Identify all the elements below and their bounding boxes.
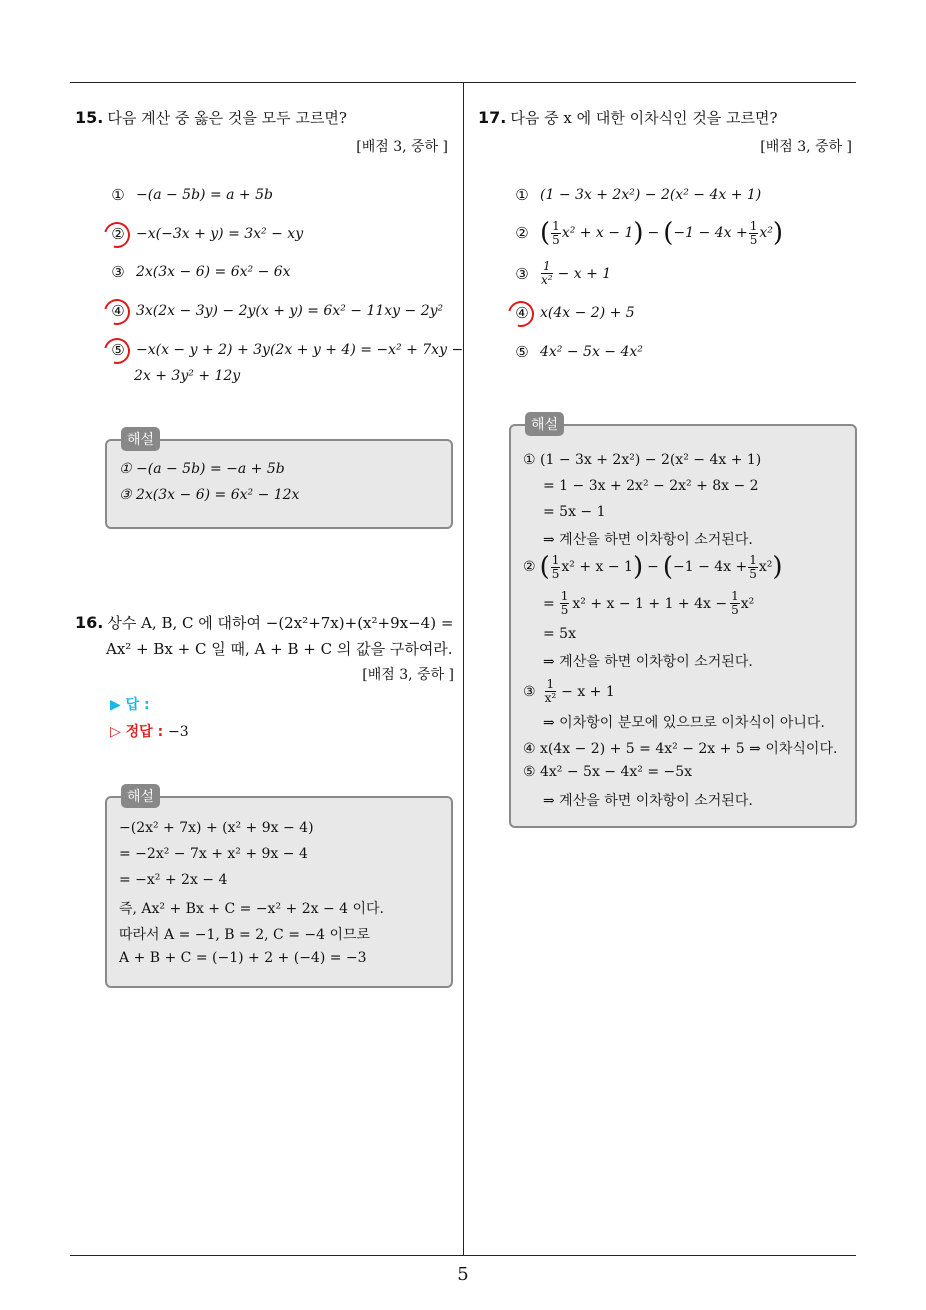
expr-part: x² + x − 1 [561, 559, 633, 575]
fraction [560, 590, 570, 617]
fraction-denominator: x² [544, 691, 557, 705]
q17-meta: [배점 3, 중하 ] [760, 139, 852, 155]
q16-correct-answer [110, 721, 189, 741]
q15-option-2[interactable] [108, 225, 303, 243]
q15-option-5-number: ⑤ [111, 341, 125, 359]
q16-meta: [배점 3, 중하 ] [362, 667, 454, 683]
q17-option-5[interactable] [512, 343, 643, 361]
expr-part: x² [740, 595, 755, 612]
circled-number: ③ [523, 683, 536, 700]
q17-explanation-line: ⇒ 계산을 하면 이차항이 소거된다. [543, 532, 753, 548]
q15-option-2-text: −x(−3x + y) = 3x² − xy [136, 226, 304, 242]
paren-open: ( [662, 552, 673, 582]
q17-explanation-line: ④ x(4x − 2) + 5 = 4x² − 2x + 5 ⇒ 이차식이다. [523, 741, 838, 757]
fraction [551, 220, 561, 247]
q17-option-2-part-c: −1 − 4x + [673, 225, 748, 241]
fraction-numerator: 1 [546, 677, 555, 691]
fraction-denominator: 5 [731, 603, 739, 617]
q17-explanation-line: ① (1 − 3x + 2x²) − 2(x² − 4x + 1) [523, 452, 762, 468]
paren-close: ) [772, 552, 783, 582]
q17-option-4-number: ④ [515, 304, 529, 322]
q16-explanation-line: = −x² + 2x − 4 [119, 872, 228, 888]
q17-option-3-text: − x + 1 [557, 265, 612, 282]
fraction-denominator: 5 [749, 566, 757, 581]
expr-part: = [543, 595, 555, 612]
expr-part: − [647, 559, 659, 575]
q17-option-1[interactable] [512, 186, 761, 204]
paren-close: ) [772, 218, 783, 248]
q17-explanation-line [523, 678, 615, 705]
expr-part: x² [758, 559, 773, 575]
q17-option-4-number-wrap [512, 304, 532, 322]
q17-option-3-number: ③ [515, 264, 529, 283]
fraction-denominator: 5 [552, 232, 560, 247]
q17-explanation-line: ⇒ 이차항이 분모에 있으므로 이차식이 아니다. [543, 715, 825, 731]
column-divider [463, 82, 464, 1256]
q15-option-3-text: 2x(3x − 6) = 6x² − 6x [136, 264, 291, 280]
fraction-denominator: x² [541, 273, 553, 287]
q17-number: 17. [478, 108, 507, 127]
q16-number: 16. [75, 613, 104, 632]
q15-option-1-number: ① [111, 186, 125, 204]
q17-option-1-number: ① [515, 186, 529, 204]
fraction [541, 260, 553, 287]
answer-mark-circle [99, 333, 135, 369]
q16-explanation-box [105, 789, 453, 988]
q17-explanation-box [509, 417, 857, 828]
q15-title [75, 107, 347, 129]
paren-close: ) [632, 552, 644, 582]
fraction [730, 590, 740, 617]
fraction-numerator: 1 [560, 589, 569, 603]
q17-option-5-text: 4x² − 5x − 4x² [540, 344, 643, 360]
q15-text: 다음 계산 중 옳은 것을 모두 고르면? [107, 109, 347, 127]
fraction-numerator: 1 [749, 552, 757, 567]
q15-option-4-number-wrap [108, 302, 128, 320]
fraction-numerator: 1 [551, 552, 560, 567]
q15-explanation-line: ③ 2x(3x − 6) = 6x² − 12x [119, 487, 300, 503]
q17-option-4-text: x(4x − 2) + 5 [540, 305, 635, 321]
explanation-tag: 해설 [121, 784, 160, 808]
bottom-rule [70, 1255, 856, 1256]
q17-option-4[interactable] [512, 304, 635, 322]
fraction [749, 220, 759, 247]
fraction [545, 678, 557, 705]
q15-option-2-number: ② [111, 225, 125, 243]
q17-option-2[interactable] [512, 218, 783, 248]
q16-line2: Ax² + Bx + C 일 때, A + B + C 의 값을 구하여라. [106, 640, 453, 658]
q15-explanation-line: ① −(a − 5b) = −a + 5b [119, 461, 285, 477]
fraction-numerator: 1 [731, 589, 739, 603]
q17-option-2-number: ② [515, 224, 529, 242]
q15-option-1-text: −(a − 5b) = a + 5b [136, 187, 273, 203]
q17-option-1-text: (1 − 3x + 2x²) − 2(x² − 4x + 1) [540, 187, 762, 203]
explanation-tag: 해설 [525, 412, 564, 436]
q17-text: 다음 중 x 에 대한 이차식인 것을 고르면? [510, 109, 778, 127]
q15-option-5-text: −x(x − y + 2) + 3y(2x + y + 4) = −x² + 7xy − [136, 342, 464, 358]
q15-option-5-text2: 2x + 3y² + 12y [134, 368, 241, 384]
q15-option-3[interactable] [108, 263, 291, 281]
q17-option-2-part-a: x² + x − 1 [561, 225, 634, 241]
fraction-denominator: 5 [560, 603, 569, 617]
q16-explanation-line: = −2x² − 7x + x² + 9x − 4 [119, 846, 308, 862]
q15-explanation-box [105, 432, 453, 529]
q15-option-4-text: 3x(2x − 3y) − 2y(x + y) = 6x² − 11xy − 2y² [136, 303, 444, 319]
q15-option-3-number: ③ [111, 263, 125, 281]
paren-close: ) [633, 218, 644, 248]
q17-explanation-line: ⇒ 계산을 하면 이차항이 소거된다. [543, 654, 753, 670]
paren-open: ( [663, 218, 674, 248]
answer-mark-circle [99, 217, 135, 253]
q17-option-2-part-b: − [647, 225, 660, 241]
q17-explanation-line: ⇒ 계산을 하면 이차항이 소거된다. [543, 793, 753, 809]
q15-option-5-continued [134, 368, 240, 384]
q17-option-3[interactable] [512, 260, 611, 287]
q15-option-4[interactable] [108, 302, 443, 320]
q16-answer-field[interactable]: ▶ 답 : [110, 697, 150, 713]
q16-correct-label: ▷ 정답 : [110, 724, 164, 740]
expr-part: − x + 1 [561, 683, 615, 700]
fraction [551, 554, 561, 581]
q17-title [478, 107, 778, 129]
q16-line1: 상수 A, B, C 에 대하여 −(2x²+7x)+(x²+9x−4) = [107, 614, 454, 632]
q17-explanation-line: = 5x [543, 626, 576, 642]
answer-mark-circle [503, 296, 539, 332]
q17-option-2-part-d: x² [759, 225, 773, 241]
explanation-tag: 해설 [121, 427, 160, 451]
fraction-numerator: 1 [749, 218, 758, 233]
q16-explanation-line: −(2x² + 7x) + (x² + 9x − 4) [119, 820, 314, 836]
q17-option-5-number: ⑤ [515, 343, 529, 361]
page-number: 5 [457, 1264, 469, 1285]
fraction-numerator: 1 [542, 259, 551, 273]
q15-option-4-number: ④ [111, 302, 125, 320]
fraction-denominator: 5 [551, 566, 560, 581]
q16-correct-value: −3 [168, 724, 189, 740]
q17-explanation-line [523, 552, 783, 582]
q15-option-2-number-wrap [108, 225, 128, 243]
paren-open: ( [540, 218, 551, 248]
q16-explanation-line: A + B + C = (−1) + 2 + (−4) = −3 [119, 950, 367, 966]
q16-title [75, 612, 453, 634]
q17-explanation-line: ⑤ 4x² − 5x − 4x² = −5x [523, 764, 693, 780]
q15-option-1[interactable] [108, 186, 273, 204]
q17-explanation-line: = 5x − 1 [543, 504, 606, 520]
paren-open: ( [539, 552, 550, 582]
q15-meta: [배점 3, 중하 ] [356, 139, 448, 155]
q17-explanation-line: = 1 − 3x + 2x² − 2x² + 8x − 2 [543, 478, 759, 494]
fraction-denominator: 5 [749, 232, 758, 247]
q17-explanation-line [543, 590, 754, 617]
q15-option-5-number-wrap [108, 341, 128, 359]
expr-part: x² + x − 1 + 1 + 4x − [572, 595, 728, 612]
q15-option-5[interactable] [108, 341, 463, 359]
q16-explanation-line: 따라서 A = −1, B = 2, C = −4 이므로 [119, 927, 371, 943]
fraction-numerator: 1 [552, 218, 560, 233]
fraction [748, 554, 758, 581]
expr-part: −1 − 4x + [672, 559, 748, 575]
q16-explanation-line: 즉, Ax² + Bx + C = −x² + 2x − 4 이다. [119, 901, 384, 917]
q15-number: 15. [75, 108, 104, 127]
circled-number: ② [523, 559, 536, 575]
answer-mark-circle [99, 294, 135, 330]
